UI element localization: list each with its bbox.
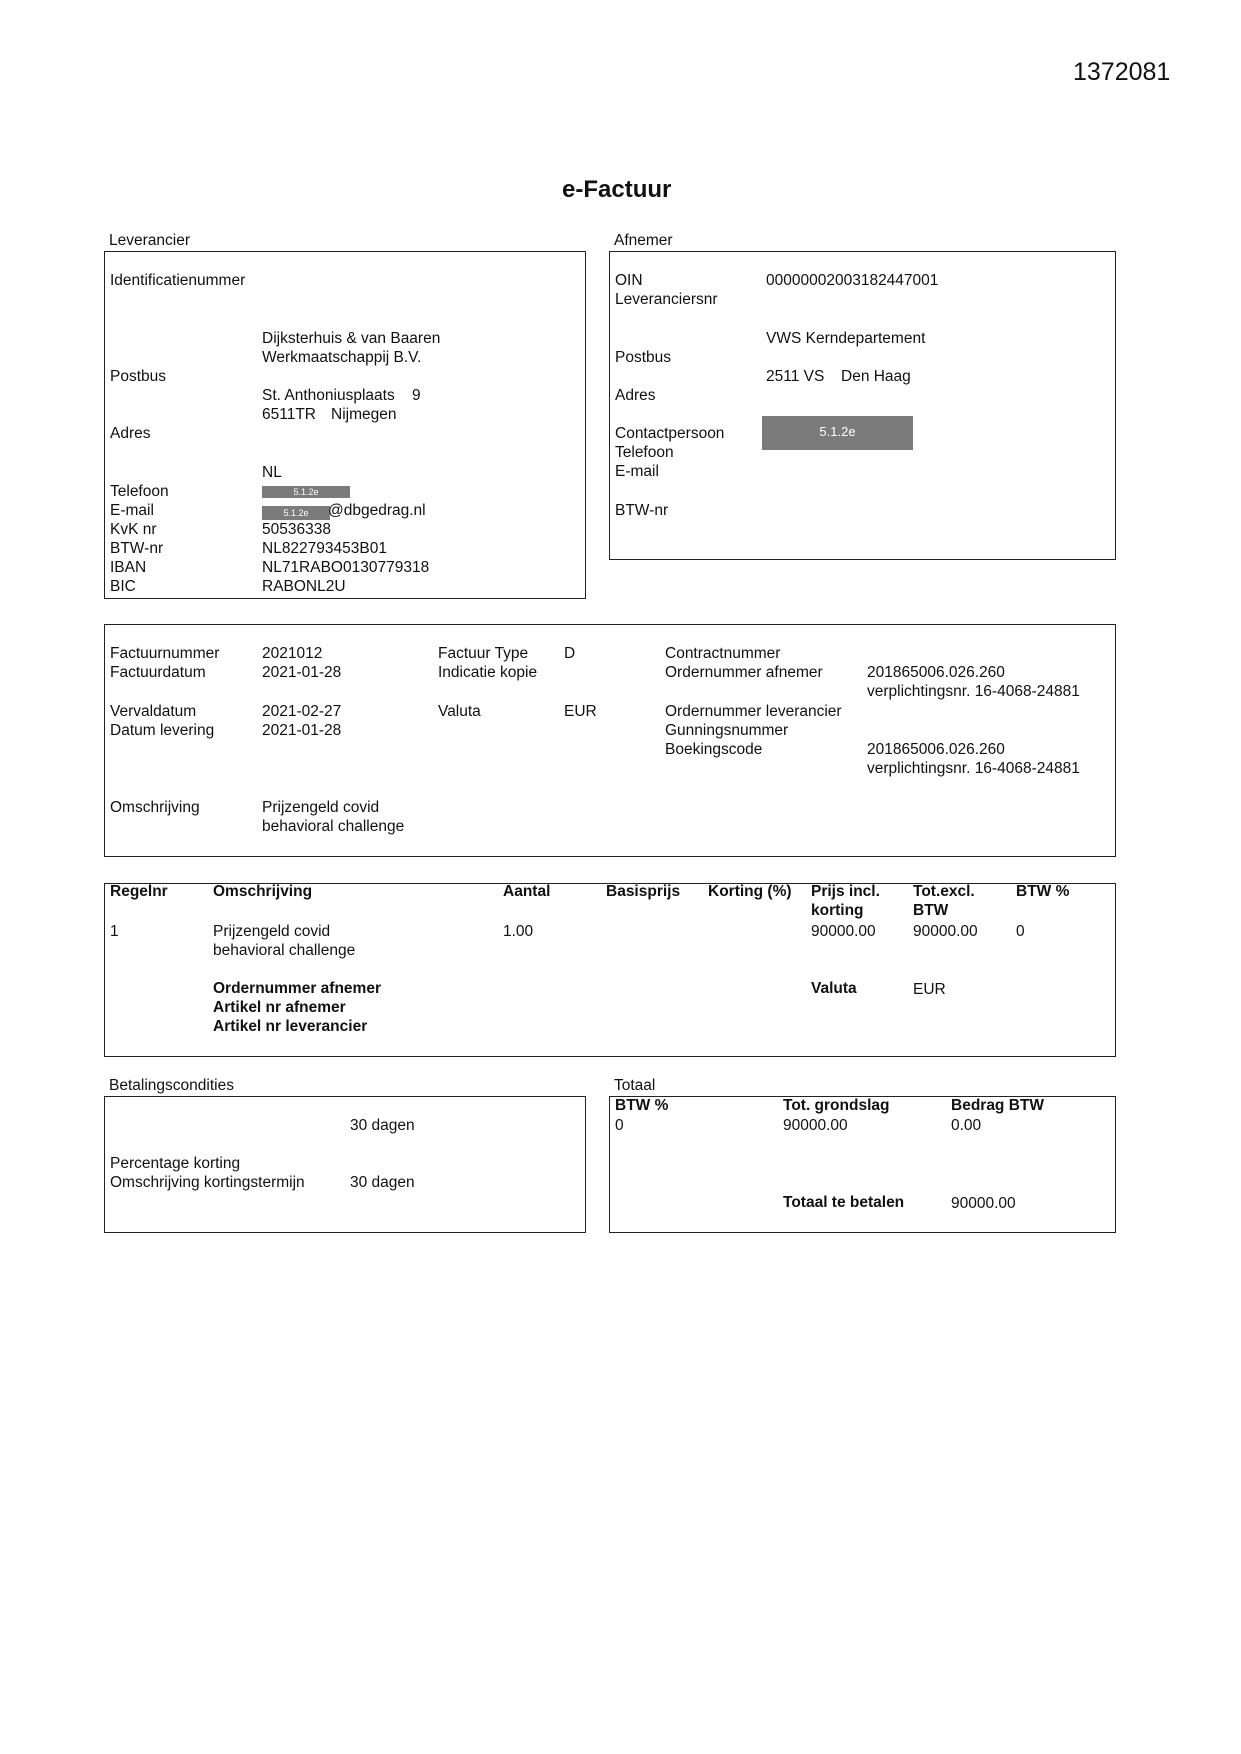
col-header-tot-excl-line1: Tot.excl.	[913, 883, 975, 900]
document-number: 1372081	[1073, 58, 1171, 86]
omschrijving-kortingstermijn-label: Omschrijving kortingstermijn	[110, 1174, 305, 1191]
supplier-adres-label: Adres	[110, 425, 151, 442]
line-regelnr: 1	[110, 923, 119, 940]
oin-label: OIN	[615, 272, 643, 289]
line-artikel-afnemer-label: Artikel nr afnemer	[213, 999, 346, 1016]
col-header-prijs-incl-line2: korting	[811, 902, 864, 919]
omschrijving-value-line2: behavioral challenge	[262, 818, 405, 835]
supplier-postbus-label: Postbus	[110, 368, 167, 385]
valuta-value: EUR	[564, 703, 597, 720]
buyer-email-label: E-mail	[615, 463, 659, 480]
supplier-postcode: 6511TR	[262, 406, 316, 423]
supplier-city: Nijmegen	[331, 406, 397, 423]
vervaldatum-label: Vervaldatum	[110, 703, 197, 720]
betaling-termijn-value: 30 dagen	[350, 1117, 415, 1134]
valuta-label: Valuta	[438, 703, 481, 720]
line-valuta-value: EUR	[913, 981, 946, 998]
supplier-name-line2: Werkmaatschappij B.V.	[262, 349, 422, 366]
line-prijs-incl: 90000.00	[811, 923, 876, 940]
buyer-name: VWS Kerndepartement	[766, 330, 926, 347]
buyer-telefoon-label: Telefoon	[615, 444, 674, 461]
factuur-type-label: Factuur Type	[438, 645, 529, 662]
line-aantal: 1.00	[503, 923, 534, 940]
boekingscode-value: 201865006.026.260	[867, 741, 1005, 758]
kvk-value: 50536338	[262, 521, 331, 538]
buyer-btw-label: BTW-nr	[615, 502, 669, 519]
factuurdatum-label: Factuurdatum	[110, 664, 206, 681]
vervaldatum-value: 2021-02-27	[262, 703, 342, 720]
totaal-grondslag-header: Tot. grondslag	[783, 1097, 890, 1114]
page-title: e-Factuur	[562, 176, 672, 203]
email-redaction: 5.1.2e	[262, 506, 330, 520]
kortingstermijn-value: 30 dagen	[350, 1174, 415, 1191]
totaal-bedrag-btw-header: Bedrag BTW	[951, 1097, 1044, 1114]
telefoon-redaction: 5.1.2e	[262, 486, 350, 498]
factuur-type-value: D	[564, 645, 576, 662]
kvk-label: KvK nr	[110, 521, 157, 538]
line-btw-pct: 0	[1016, 923, 1025, 940]
buyer-adres-label: Adres	[615, 387, 656, 404]
col-header-aantal: Aantal	[503, 883, 551, 900]
supplier-btw-label: BTW-nr	[110, 540, 164, 557]
supplier-telefoon-label: Telefoon	[110, 483, 169, 500]
line-valuta-label: Valuta	[811, 980, 857, 997]
col-header-basisprijs: Basisprijs	[606, 883, 681, 900]
identificatie-label: Identificatienummer	[110, 272, 246, 289]
totaal-section-label: Totaal	[614, 1077, 656, 1094]
line-ordernummer-afnemer-label: Ordernummer afnemer	[213, 980, 381, 997]
line-omschrijving-line2: behavioral challenge	[213, 942, 356, 959]
bic-value: RABONL2U	[262, 578, 346, 595]
buyer-postbus-label: Postbus	[615, 349, 672, 366]
buyer-city: Den Haag	[841, 368, 911, 385]
supplier-btw-value: NL822793453B01	[262, 540, 387, 557]
datum-levering-label: Datum levering	[110, 722, 215, 739]
supplier-country: NL	[262, 464, 282, 481]
factuurdatum-value: 2021-01-28	[262, 664, 342, 681]
omschrijving-label: Omschrijving	[110, 799, 200, 816]
gunningsnummer-label: Gunningsnummer	[665, 722, 789, 739]
afnemer-section-label: Afnemer	[614, 232, 673, 249]
totaal-btw-pct-header: BTW %	[615, 1097, 669, 1114]
ordernummer-afnemer-label: Ordernummer afnemer	[665, 664, 823, 681]
omschrijving-value-line1: Prijzengeld covid	[262, 799, 380, 816]
indicatie-kopie-label: Indicatie kopie	[438, 664, 538, 681]
boekingscode-label: Boekingscode	[665, 741, 763, 758]
supplier-email-label: E-mail	[110, 502, 154, 519]
bic-label: BIC	[110, 578, 136, 595]
betalingscondities-section-label: Betalingscondities	[109, 1077, 234, 1094]
totaal-bedrag-btw-value: 0.00	[951, 1117, 982, 1134]
supplier-house-number: 9	[412, 387, 421, 404]
supplier-name-line1: Dijksterhuis & van Baaren	[262, 330, 441, 347]
col-header-btw-pct: BTW %	[1016, 883, 1070, 900]
boekingscode-verplichtingsnr: verplichtingsnr. 16-4068-24881	[867, 760, 1080, 777]
percentage-korting-label: Percentage korting	[110, 1155, 241, 1172]
line-artikel-leverancier-label: Artikel nr leverancier	[213, 1018, 368, 1035]
col-header-omschrijving: Omschrijving	[213, 883, 313, 900]
contactpersoon-label: Contactpersoon	[615, 425, 725, 442]
contact-redaction: 5.1.2e	[762, 416, 913, 450]
col-header-prijs-incl-line1: Prijs incl.	[811, 883, 880, 900]
totaal-te-betalen-label: Totaal te betalen	[783, 1194, 905, 1211]
ordernummer-afnemer-value: 201865006.026.260	[867, 664, 1005, 681]
leveranciersnr-label: Leveranciersnr	[615, 291, 718, 308]
totaal-btw-pct-value: 0	[615, 1117, 624, 1134]
col-header-korting: Korting (%)	[708, 883, 792, 900]
line-omschrijving-line1: Prijzengeld covid	[213, 923, 331, 940]
iban-label: IBAN	[110, 559, 147, 576]
datum-levering-value: 2021-01-28	[262, 722, 342, 739]
buyer-postcode: 2511 VS	[766, 368, 825, 385]
factuurnummer-value: 2021012	[262, 645, 323, 662]
supplier-email-domain: @dbgedrag.nl	[328, 502, 426, 519]
contractnummer-label: Contractnummer	[665, 645, 781, 662]
col-header-tot-excl-line2: BTW	[913, 902, 949, 919]
line-tot-excl: 90000.00	[913, 923, 978, 940]
leverancier-section-label: Leverancier	[109, 232, 190, 249]
totaal-grondslag-value: 90000.00	[783, 1117, 848, 1134]
supplier-street: St. Anthoniusplaats	[262, 387, 395, 404]
totaal-box	[609, 1096, 1116, 1233]
factuurnummer-label: Factuurnummer	[110, 645, 220, 662]
col-header-regelnr: Regelnr	[110, 883, 168, 900]
ordernummer-leverancier-label: Ordernummer leverancier	[665, 703, 842, 720]
verplichtingsnr-value: verplichtingsnr. 16-4068-24881	[867, 683, 1080, 700]
oin-value: 00000002003182447001	[766, 272, 939, 289]
totaal-te-betalen-value: 90000.00	[951, 1195, 1016, 1212]
iban-value: NL71RABO0130779318	[262, 559, 430, 576]
